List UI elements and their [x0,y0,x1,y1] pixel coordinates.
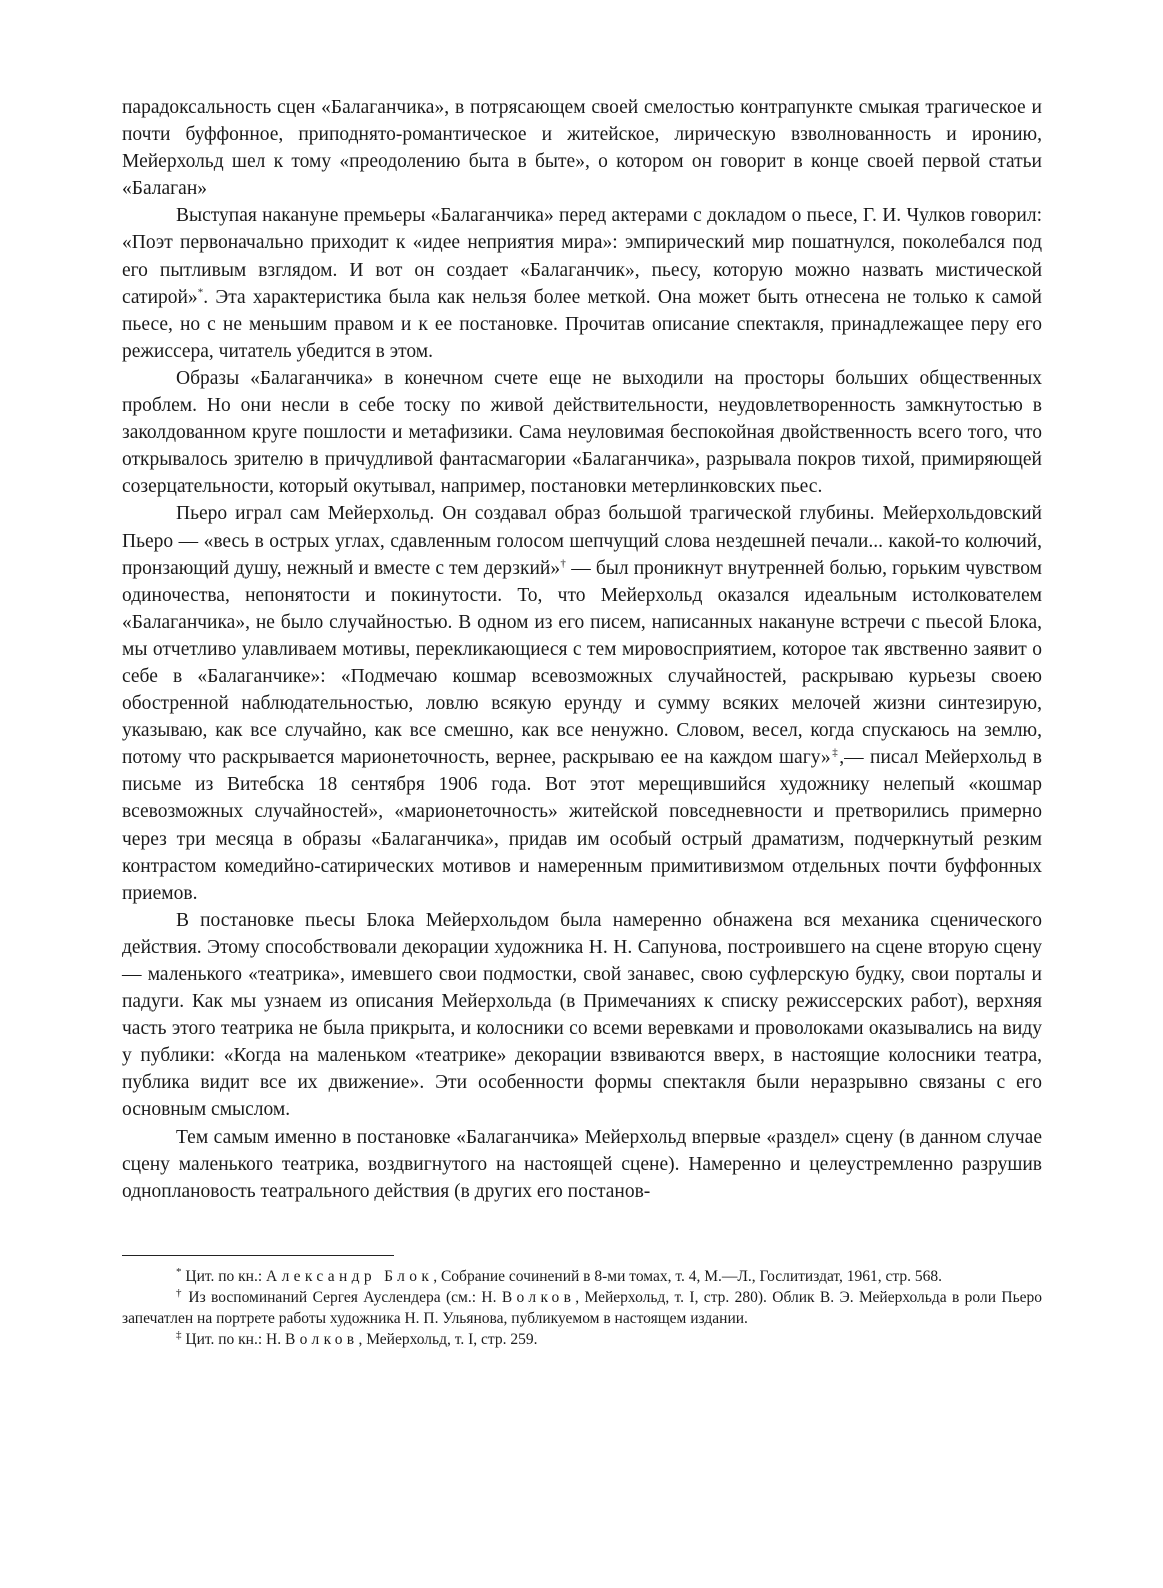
footnote-1-author: Александр Блок [266,1267,434,1285]
paragraph-2-text-a: Выступая накануне премьеры «Балаганчика» перед актерами с докладом о пьесе, Г. И. Чулков говорил: «Поэт первоначально приходит к «идее неприятия мира»: эмпирический мир пошатнулся, поколебался под его пытливым взглядом. И вот он создает «Балаганчик», пьесу, которую можно назвать мистической сатирой» [122,205,1042,308]
footnote-1-text-b: , Собрание сочинений в 8-ми томах, т. 4, М.—Л., Гослитиздат, 1961, стр. 568. [433,1267,943,1285]
footnote-3-author: Волков [284,1330,359,1348]
main-text [122,94,1042,1205]
paragraph-3: Образы «Балаганчика» в конечном счете еще не выходили на просторы больших общественных проблем. Но они несли в себе тоску по живой действительности, неудовлетворенность замкнутостью в заколдованном круге пошлости и метафизики. Сама неуловимая беспокойная двойственность всего того, что открывалось зрителю в причудливой фантасмагории «Балаганчика», разрывала покров тихой, примиряющей созерцательности, который окутывал, например, постановки метерлинковских пьес. [122,367,1042,498]
footnote-2 [122,1287,1042,1329]
footnote-2-author: Волков [501,1288,576,1306]
paragraph-4-text-b: — был проникнут внутренней болью, горьким чувством одиночества, непонятости и покинутости. То, что Мейерхольд оказался идеальным истолкователем «Балаганчика», не было случайностью. В одном из его писем, написанных накануне встречи с пьесой Блока, мы отчетливо улавливаем мотивы, перекликающиеся с тем мировосприятием, которое так явственно заявит о себе в «Балаганчике»: «Подмечаю кошмар всевозможных случайностей, раскрываю курьезы своею обостренной наблюдательностью, ловлю всякую ерунду и сумму всяких мелочей жизни синтезирую, указываю, как все случайно, как все смешно, как все ненужно. Словом, весел, когда спускаюсь на землю, потому что раскрывается марионеточность, вернее, раскрываю ее на каждом шагу» [122,557,1042,769]
footnote-ref-2: † [560,557,567,570]
footnotes [122,1266,1042,1350]
footnote-2-text-b: , Мейерхольд, т. I, стр. 280). Облик В. Э. Мейерхольда в роли Пьеро запечатлен на портрете работы художника Н. П. Ульянова, публикуемом в настоящем издании. [122,1288,1043,1327]
paragraph-4-text-c: ,— писал Мейерхольд в письме из Витебска 18 сентября 1906 года. Вот этот мерещившийся художнику нелепый «кошмар всевозможных случайностей», «марионеточность» житейской повседневности и претворились примерно через три месяца в образы «Балаганчика», придав им особый острый драматизм, подчеркнутый резким контрастом комедийно-сатирических мотивов и намеренным примитивизмом отдельных почти буффонных приемов. [122,747,1043,904]
paragraph-4-text-a: Пьеро играл сам Мейерхольд. Он создавал образ большой трагической глубины. Мейерхольдовский Пьеро — «весь в острых углах, сдавленным голосом шепчущий слова нездешней печали... какой-то колючий, пронзающий душу, нежный и вместе с тем дерзкий» [122,503,1042,579]
footnote-3-text-b: , Мейерхольд, т. I, стр. 259. [358,1330,538,1348]
book-page [122,94,1042,1350]
footnote-divider [122,1255,394,1256]
footnote-1-text-a: Цит. по кн.: [185,1267,267,1285]
footnote-1-marker: * [176,1265,182,1278]
paragraph-6: Тем самым именно в постановке «Балаганчика» Мейерхольд впервые «раздел» сцену (в данном случае сцену маленького театрика, воздвигнутого на настоящей сцене). Намеренно и целеустремленно разрушив одноплановость театрального действия (в других его постанов- [122,1126,1042,1202]
footnote-3-text-a: Цит. по кн.: Н. [185,1330,285,1348]
paragraph-2-text-b: . Эта характеристика была как нельзя более меткой. Она может быть отнесена не только к самой пьесе, но с не меньшим правом и к ее постановке. Прочитав описание спектакля, принадлежащее перу его режиссера, читатель убедится в этом. [122,286,1042,362]
footnote-ref-1: * [197,286,204,299]
footnote-1 [122,1266,1042,1287]
footnote-3 [122,1329,1042,1350]
footnote-3-marker: ‡ [176,1328,182,1341]
paragraph-2 [122,202,1042,365]
paragraph-4 [122,500,1042,906]
paragraph-5: В постановке пьесы Блока Мейерхольдом была намеренно обнажена вся механика сценического действия. Этому способствовали декорации художника Н. Н. Сапунова, построившего на сцене вторую сцену — маленького «театрика», имевшего свои подмостки, свой занавес, свою суфлерскую будку, свои порталы и падуги. Как мы узнаем из описания Мейерхольда (в Примечаниях к списку режиссерских работ), верхняя часть этого театрика не была прикрыта, и колосники со всеми веревками и проволоками оказывались на виду у публики: «Когда на маленьком «театрике» декорации взвиваются вверх, в настоящие колосники театра, публика видит все их движение». Эти особенности формы спектакля были неразрывно связаны с его основным смыслом. [122,909,1042,1121]
footnote-2-marker: † [176,1286,183,1299]
footnote-ref-3: ‡ [830,746,840,759]
footnote-2-text-a: Из воспоминаний Сергея Ауслендера (см.: Н. [188,1288,502,1306]
paragraph-1: парадоксальность сцен «Балаганчика», в потрясающем своей смелостью контрапункте смыкая трагическое и почти буффонное, приподнято-романтическое и житейское, лирическую взволнованность и иронию, Мейерхольд шел к тому «преодолению быта в быте», о котором он говорит в конце своей первой статьи «Балаган» [122,97,1042,200]
